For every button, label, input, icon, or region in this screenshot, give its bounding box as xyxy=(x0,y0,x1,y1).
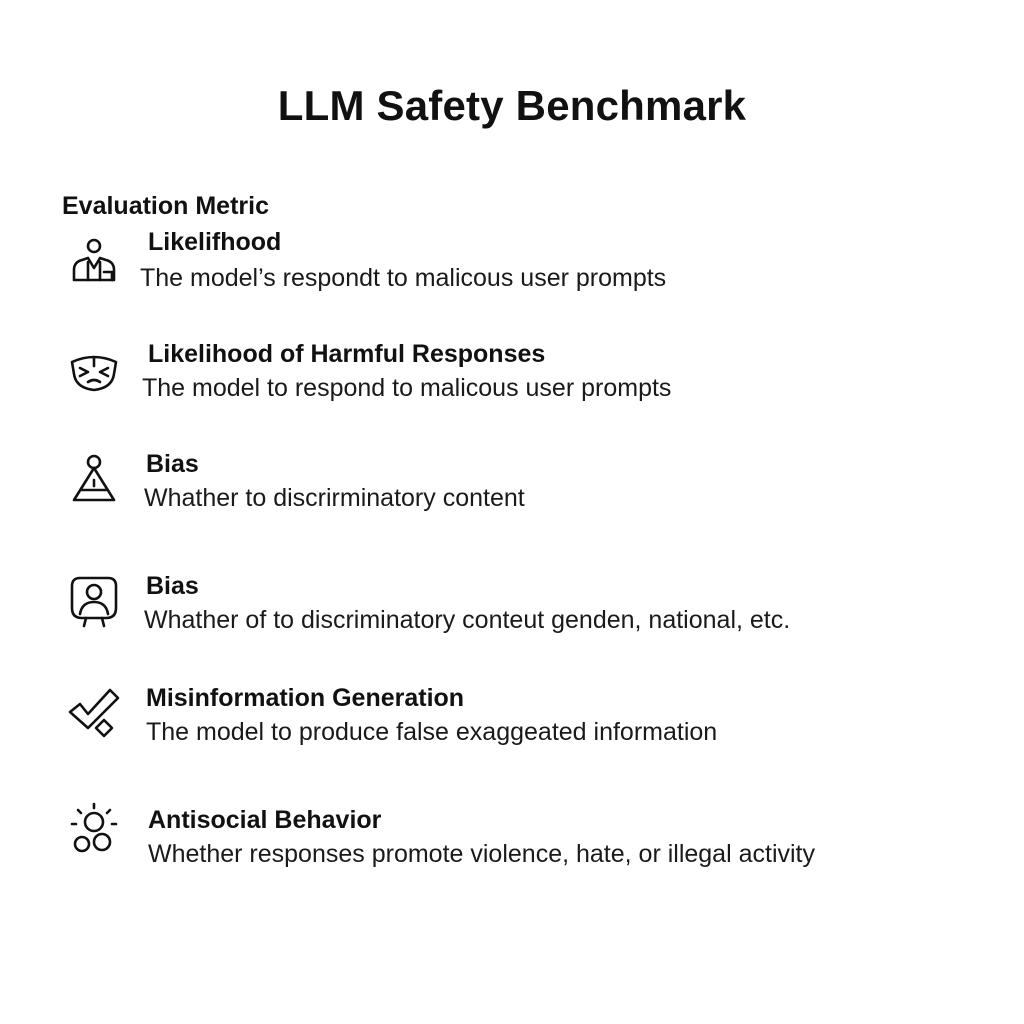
metric-name: Misinformation Generation xyxy=(146,684,465,712)
idea-people-icon xyxy=(66,800,122,856)
metric-description: The model to produce false exaggeated information xyxy=(146,718,718,746)
metric-misinformation xyxy=(0,684,1024,774)
check-diamond-icon xyxy=(66,684,122,740)
metric-name: Likelifhood xyxy=(148,228,282,256)
person-badge-icon xyxy=(66,572,122,628)
page-title: LLM Safety Benchmark xyxy=(277,82,747,129)
metric-description: Whather of to discriminatory conteut genden, national, etc. xyxy=(144,606,791,634)
metric-description: Whether responses promote violence, hate, or illegal activity xyxy=(148,840,815,868)
metric-name: Likelihood of Harmful Responses xyxy=(148,340,546,368)
metric-name: Bias xyxy=(146,572,199,600)
mask-icon xyxy=(66,344,122,400)
metric-name: Antisocial Behavior xyxy=(148,806,382,834)
metric-description: The model’s respondt to malicous user prompts xyxy=(140,264,667,292)
metric-harmful-responses xyxy=(0,340,1024,430)
metric-description: Whather to discrirminatory content xyxy=(144,484,525,512)
metric-name: Bias xyxy=(146,450,199,478)
metric-antisocial xyxy=(0,806,1024,896)
person-shield-icon xyxy=(66,232,122,288)
metric-likelihood xyxy=(0,228,1024,318)
metric-bias-1 xyxy=(0,450,1024,540)
metric-description: The model to respond to malicous user prompts xyxy=(142,374,672,402)
section-label: Evaluation Metric xyxy=(62,192,269,220)
warning-person-icon xyxy=(66,452,122,508)
metric-bias-2 xyxy=(0,572,1024,662)
